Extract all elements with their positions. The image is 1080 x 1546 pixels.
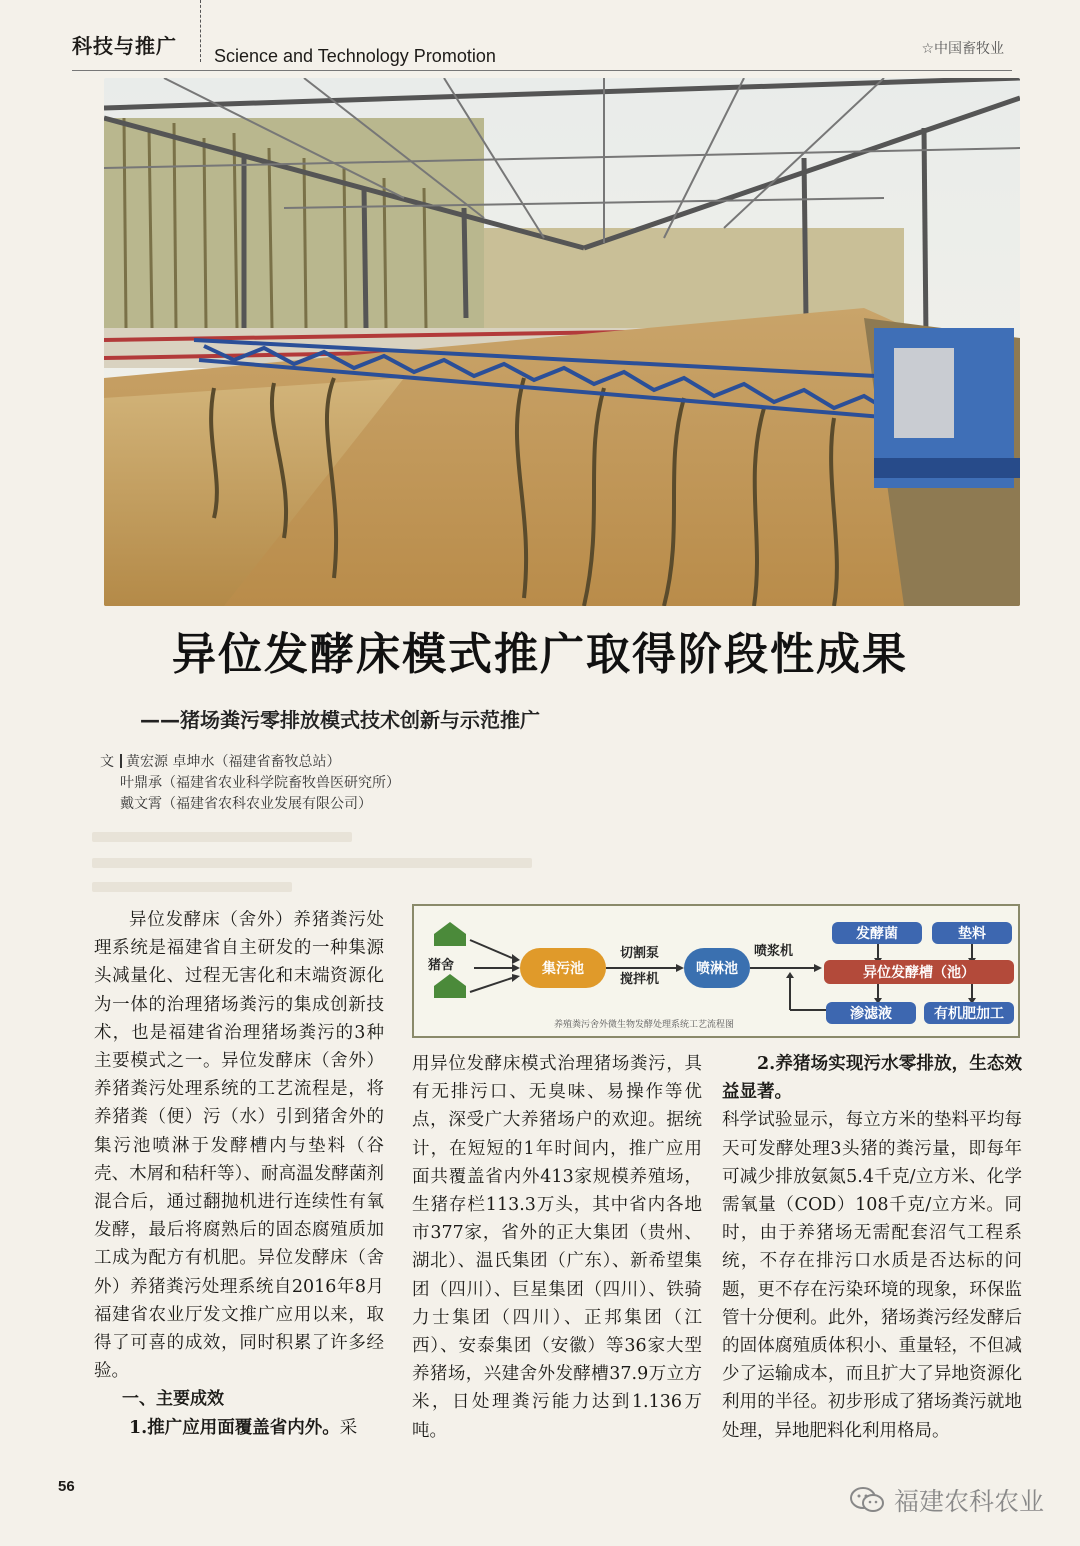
page-number: 56: [58, 1478, 75, 1495]
diagram-label-pigsty: 猪舍: [428, 958, 455, 973]
text-column-3: [722, 1050, 1022, 1445]
article-subtitle: ——猪场粪污零排放模式技术创新与示范推广: [140, 708, 540, 732]
byline-label: 文: [100, 754, 114, 770]
author-3: 戴文霄（福建省农科农业发展有限公司）: [120, 796, 372, 812]
paragraph-coverage: 用异位发酵床模式治理猪场粪污，具有无排污口、无臭味、易操作等优点，深受广大养猪场户的欢迎。据统计，在短短的1年时间内，推广应用面共覆盖省内外413家规模养殖场，生猪存栏113.3万头，其中省内各地市377家，省外的正大集团（贵州、湖北）、温氏集团（广东）、新希望集团（四川）、巨星集团（四川）、铁骑力士集团（四川）、正邦集团（江西）、安泰集团（安徽）等36家大型养猪场，兴建舍外发酵槽37.9万立方米，日处理粪污能力达到1.136万吨。: [412, 1054, 702, 1441]
fermentation-bed-illustration: [104, 78, 1020, 606]
diagram-box-collector: 集污池: [520, 948, 606, 988]
paragraph-zero-discharge: 科学试验显示，每立方米的垫料平均每天可发酵处理3头猪的粪污量，即每年可减少排放氨氮5.4千克/立方米、化学需氧量（COD）108千克/立方米。同时，由于养猪场无需配套沼气工程系统，不存在排污口水质是否达标的问题，更不存在污染环境的现象，环保监管十分便利。此外，猪场粪污经发酵后的固体腐殖质体积小、重量轻，不但减少了运输成本，而且扩大了异地资源化利用的半径。初步形成了猪场粪污就地处理，异地肥料化利用格局。: [722, 1110, 1022, 1441]
diagram-box-leachate: 渗滤液: [826, 1002, 916, 1024]
paragraph-coverage-lead: 采: [339, 1417, 358, 1438]
faint-bleedthrough: [92, 832, 352, 842]
text-column-2: [412, 1050, 702, 1445]
faint-bleedthrough: [92, 882, 292, 892]
header-rule: [72, 70, 1012, 71]
faint-bleedthrough: [92, 858, 532, 868]
diagram-label-mixer: 搅拌机: [620, 972, 660, 987]
heading-main-results: 一、主要成效: [122, 1389, 224, 1410]
text-column-1: [94, 906, 384, 1442]
subheading-coverage: 1.推广应用面覆盖省内外。: [129, 1417, 340, 1438]
section-title: 科技与推广: [72, 34, 177, 58]
diagram-caption: 养殖粪污舍外微生物发酵处理系统工艺流程图: [554, 1020, 735, 1030]
article-title: 异位发酵床模式推广取得阶段性成果: [172, 629, 908, 680]
section-title-english: Science and Technology Promotion: [214, 46, 496, 66]
author-1: 黄宏源 卓坤水（福建省畜牧总站）: [126, 754, 341, 770]
byline-bar: [120, 754, 122, 768]
header-divider: [200, 0, 202, 62]
diagram-label-pump: 切割泵: [620, 946, 660, 961]
magazine-name: ☆中国畜牧业: [921, 41, 1004, 57]
diagram-box-fertilizer: 有机肥加工: [924, 1002, 1014, 1024]
diagram-label-sprayer: 喷浆机: [754, 944, 794, 959]
paragraph-intro: 异位发酵床（舍外）养猪粪污处理系统是福建省自主研发的一种集源头减量化、过程无害化和末端资源化为一体的治理猪场粪污的集成创新技术，也是福建省治理猪场粪污的3种主要模式之一。异位发酵床（舍外）养猪粪污处理系统的工艺流程是，将养猪粪（便）污（水）引到猪舍外的集污池喷淋于发酵槽内与垫料（谷壳、木屑和秸秆等）、耐高温发酵菌剂混合后，通过翻抛机进行连续性有氧发酵，最后将腐熟后的固态腐殖质加工成为配方有机肥。异位发酵床（舍外）养猪粪污处理系统自2016年8月福建省农业厅发文推广应用以来，取得了可喜的成效，同时积累了许多经验。: [94, 910, 384, 1382]
process-flow-diagram: [412, 904, 1020, 1038]
fermentation-bed-photo: [104, 78, 1020, 606]
diagram-box-spray-pool: 喷淋池: [684, 948, 750, 988]
subheading-zero-discharge: 2.养猪场实现污水零排放，生态效益显著。: [722, 1054, 1022, 1103]
diagram-box-bedding: 垫料: [932, 922, 1012, 944]
wechat-watermark: [850, 1482, 1044, 1518]
diagram-box-starter: 发酵菌: [832, 922, 922, 944]
byline: [100, 752, 400, 815]
watermark-text: 福建农科农业: [893, 1487, 1044, 1516]
diagram-box-tank: 异位发酵槽（池）: [824, 960, 1014, 984]
wechat-icon: [850, 1486, 884, 1514]
author-2: 叶鼎承（福建省农业科学院畜牧兽医研究所）: [120, 775, 400, 791]
